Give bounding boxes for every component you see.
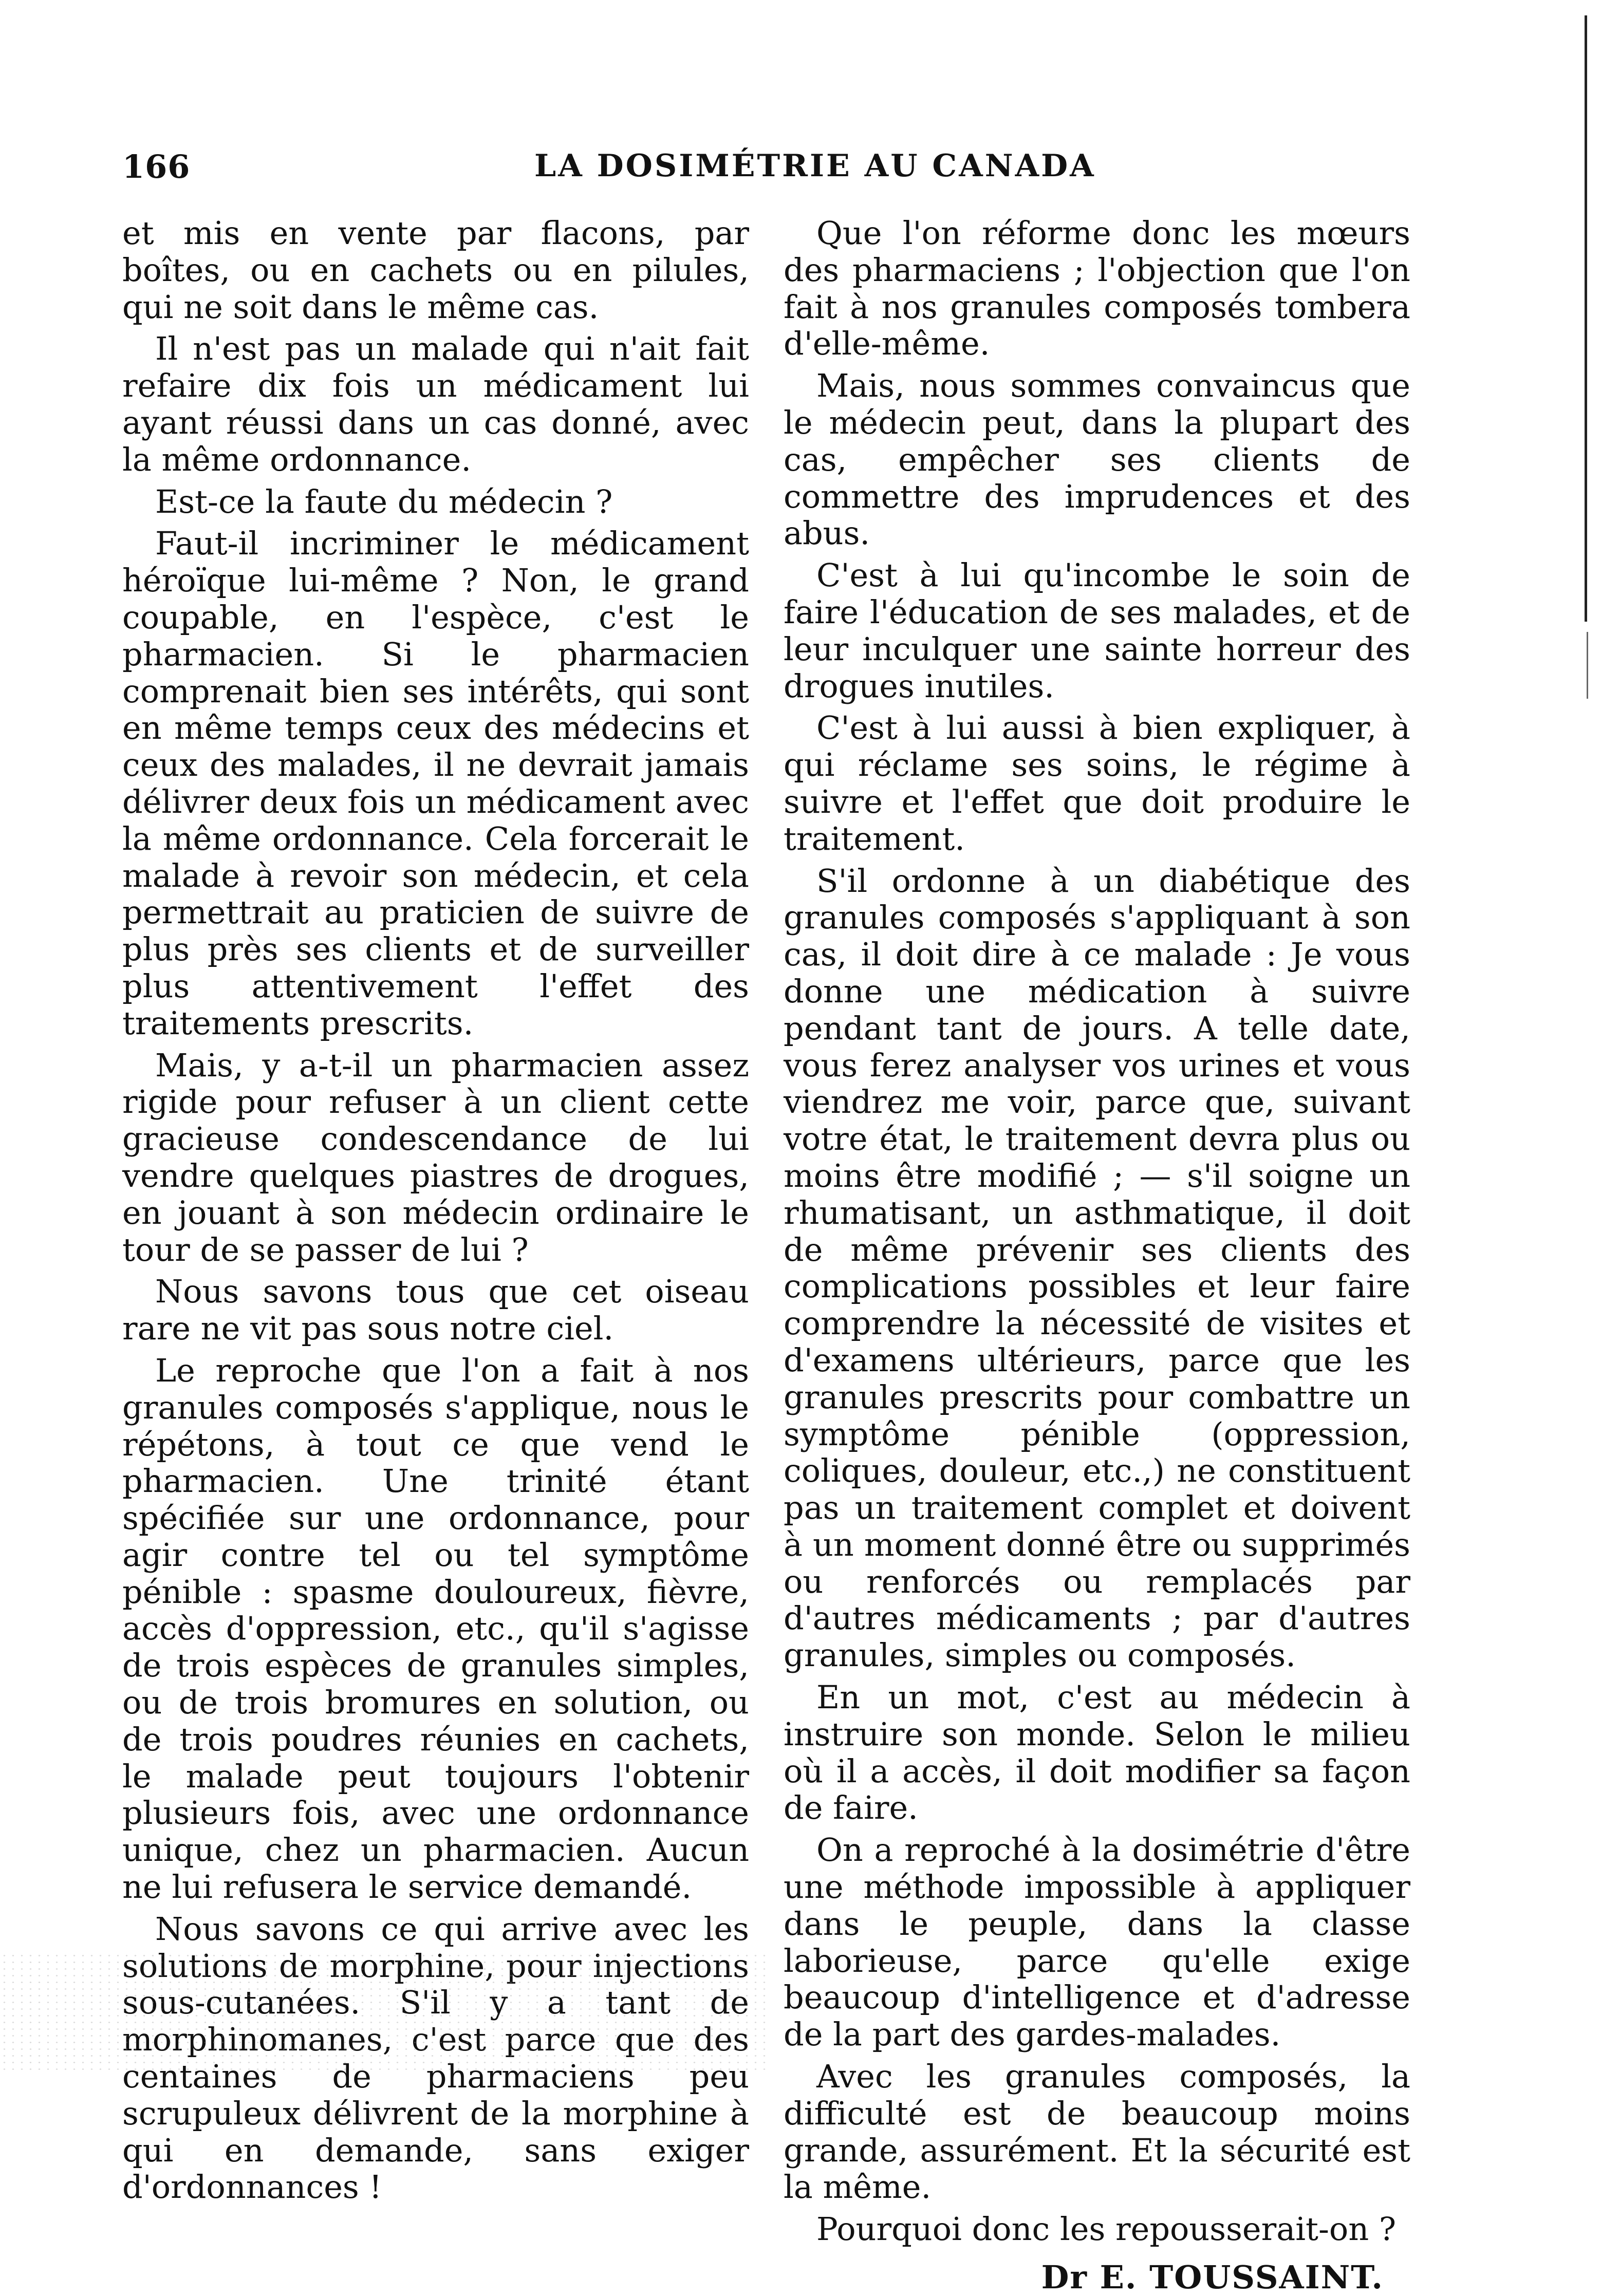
paragraph: Que l'on réforme donc les mœurs des pharmaciens ; l'objection que l'on fait à nos granules composés tombera d'elle-même. (784, 214, 1410, 363)
paragraph: Est-ce la faute du médecin ? (155, 482, 613, 520)
paragraph: C'est à lui qu'incombe le soin de faire l'éducation de ses malades, et de leur inculquer une sainte horreur des drogues inutiles. (784, 556, 1410, 705)
scan-noise (0, 1952, 771, 2073)
paragraph: Faut-il incriminer le médicament héroïque lui-même ? Non, le grand coupable, en l'espèce, c'est le pharmacien. Si le pharmacien comprenait bien ses intérêts, qui sont en même temps ceux des médecins et ceux des malades, il ne devrait jamais délivrer deux fois un médicament avec la même ordonnance. Cela forcerait le malade à revoir son médecin, et cela permettrait au praticien de suivre de plus près ses clients et de surveiller plus attentivement l'effet des traitements prescrits. (122, 525, 749, 1042)
left-column (122, 215, 749, 2206)
running-title: LA DOSIMÉTRIE AU CANADA (534, 148, 1096, 184)
page-number: 166 (122, 148, 191, 185)
paragraph: Il n'est pas un malade qui n'ait fait refaire dix fois un médicament lui ayant réussi dans un cas donné, avec la même ordonnance. (122, 330, 749, 478)
paragraph: En un mot, c'est au médecin à instruire son monde. Selon le milieu où il a accès, il doit modifier sa façon de faire. (784, 1678, 1410, 1827)
paragraph: Nous savons ce qui arrive avec les solutions de morphine, pour injections sous-cutanées. S'il y a tant de morphinomanes, c'est parce que des centaines de pharmaciens peu scrupuleux délivrent de la morphine à qui en demande, sans exiger d'ordonnances ! (122, 1910, 749, 2206)
paragraph: Mais, nous sommes convaincus que le médecin peut, dans la plupart des cas, empêcher ses clients de commettre des imprudences et des abus. (784, 367, 1410, 552)
page-header (0, 148, 1601, 194)
paragraph: et mis en vente par flacons, par boîtes, ou en cachets ou en pilules, qui ne soit dans le même cas. (122, 214, 749, 326)
paragraph: Nous savons tous que cet oiseau rare ne vit pas sous notre ciel. (122, 1273, 749, 1348)
paragraph: Mais, y a-t-il un pharmacien assez rigide pour refuser à un client cette gracieuse condescendance de lui vendre quelques piastres de drogues, en jouant à son médecin ordinaire le tour de se passer de lui ? (122, 1046, 749, 1268)
right-column (784, 215, 1410, 2296)
paragraph: Le reproche que l'on a fait à nos granules composés s'applique, nous le répétons, à tout ce que vend le pharmacien. Une trinité étant spécifiée sur une ordonnance, pour agir contre tel ou tel symptôme pénible : spasme douloureux, fièvre, accès d'oppression, etc., qu'il s'agisse de trois espèces de granules simples, ou de trois bromures en solution, ou de trois poudres réunies en cachets, le malade peut toujours l'obtenir plusieurs fois, avec une ordonnance unique, chez un pharmacien. Aucun ne lui refusera le service demandé. (122, 1351, 749, 1906)
paragraph: On a reproché à la dosimétrie d'être une méthode impossible à appliquer dans le peuple, dans la classe laborieuse, parce qu'elle exige beaucoup d'intelligence et d'adresse de la part des gardes-malades. (784, 1831, 1410, 2054)
binding-edge-line (1587, 632, 1588, 699)
paragraph: Pourquoi donc les repousserait-on ? (816, 2210, 1397, 2248)
binding-edge-line (1585, 15, 1587, 622)
author-signature: Dr E. TOUSSAINT. (1041, 2258, 1384, 2296)
paragraph: Avec les granules composés, la difficulté est de beaucoup moins grande, assurément. Et la sécurité est la même. (784, 2058, 1410, 2206)
paragraph: S'il ordonne à un diabétique des granules composés s'appliquant à son cas, il doit dire à ce malade : Je vous donne une médication à suivre pendant tant de jours. A telle date, vous ferez analyser vos urines et vous viendrez me voir, parce que, suivant votre état, le traitement devra plus ou moins être modifié ; — s'il soigne un rhumatisant, un asthmatique, il doit de même prévenir ses clients des complications possibles et leur faire comprendre la nécessité de visites et d'examens ultérieurs, parce que les granules prescrits pour combattre un symptôme pénible (oppression, coliques, douleur, etc.,) ne constituent pas un traitement complet et doivent à un moment donné être ou supprimés ou renforcés ou remplacés par d'autres médicaments ; par d'autres granules, simples ou composés. (784, 862, 1410, 1674)
paragraph: C'est à lui aussi à bien expliquer, à qui réclame ses soins, le régime à suivre et l'effet que doit produire le traitement. (784, 709, 1410, 857)
